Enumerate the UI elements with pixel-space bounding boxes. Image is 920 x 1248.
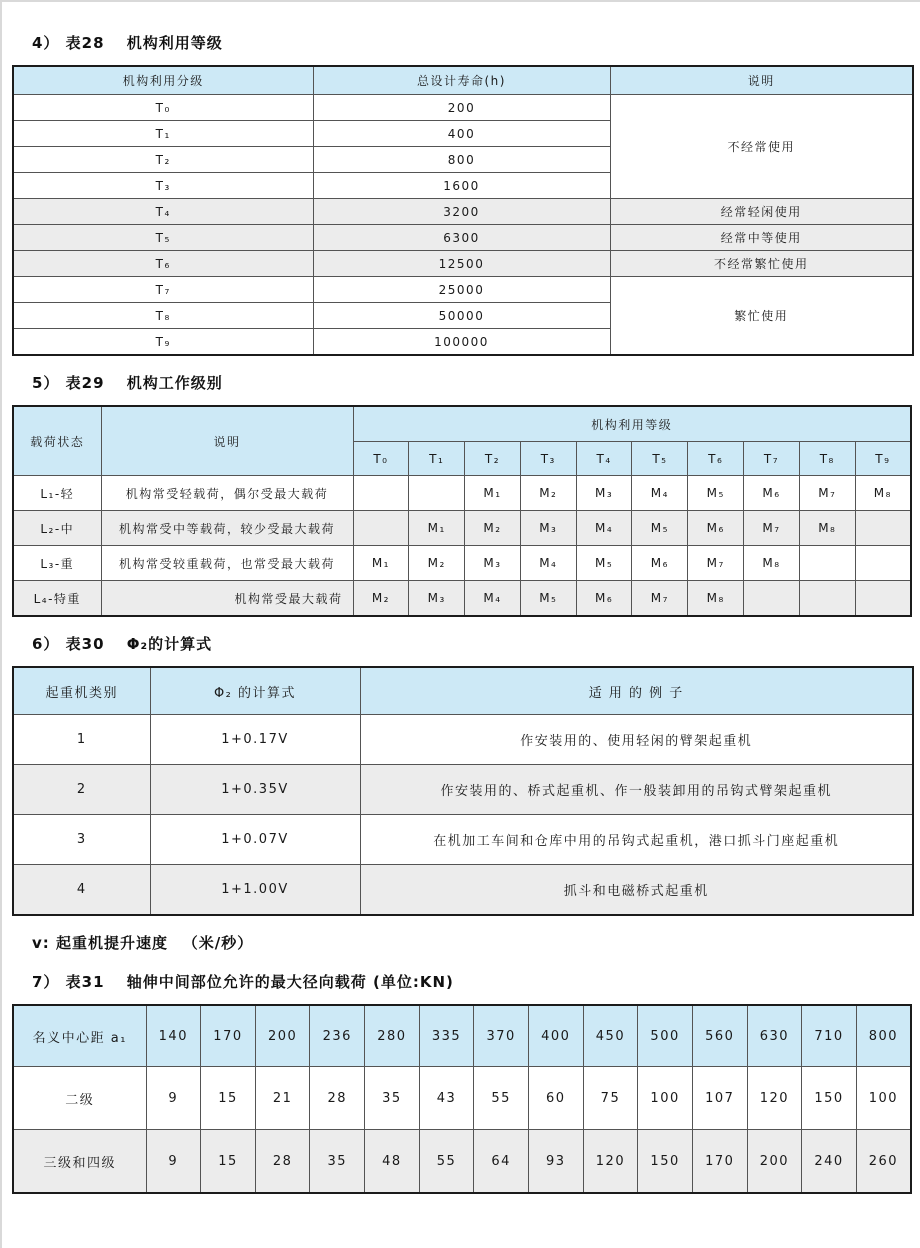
header-cell: T₄: [576, 442, 632, 476]
table-cell: M₃: [465, 546, 521, 581]
table-cell: 50000: [313, 303, 610, 329]
table-row: [13, 511, 911, 546]
header-cell: T₀: [353, 442, 409, 476]
table-cell: T₅: [13, 225, 313, 251]
header-cell: T₈: [799, 442, 855, 476]
table-28-mechanism-utilization-grades: [12, 65, 914, 356]
table-30-phi2-formulas: [12, 666, 914, 916]
table-cell: 3200: [313, 199, 610, 225]
header-cell: 400: [528, 1005, 583, 1067]
table-cell: 9: [146, 1130, 201, 1194]
table-cell: L₁-轻: [13, 476, 101, 511]
table-cell: 100: [856, 1067, 911, 1130]
table-cell: M₂: [409, 546, 465, 581]
table-cell: M₆: [576, 581, 632, 617]
table-cell: 1600: [313, 173, 610, 199]
header-cell: T₆: [688, 442, 744, 476]
table-cell: [799, 581, 855, 617]
header-cell: 200: [255, 1005, 310, 1067]
table-cell: 12500: [313, 251, 610, 277]
header-cell: 800: [856, 1005, 911, 1067]
table-cell: T₇: [13, 277, 313, 303]
table-cell: 75: [583, 1067, 638, 1130]
table-row: [13, 66, 913, 95]
table-cell: 35: [310, 1130, 365, 1194]
table-cell: M₅: [520, 581, 576, 617]
table-cell: 作安装用的、使用轻闲的臂架起重机: [360, 715, 913, 765]
table-cell: 机构常受中等载荷，较少受最大载荷: [101, 511, 353, 546]
table-cell: 55: [474, 1067, 529, 1130]
table-cell: [855, 511, 911, 546]
table-cell: 43: [419, 1067, 474, 1130]
header-cell: 机构利用等级: [353, 406, 911, 442]
table-cell: [799, 546, 855, 581]
table-cell: 1+0.07V: [150, 815, 360, 865]
header-cell: Φ₂ 的计算式: [150, 667, 360, 715]
table-row: [13, 476, 911, 511]
table-cell: 100000: [313, 329, 610, 356]
table-row: [13, 546, 911, 581]
table-cell: 93: [528, 1130, 583, 1194]
table-row: [13, 815, 913, 865]
table-row: [13, 251, 913, 277]
table-cell: 28: [310, 1067, 365, 1130]
table-cell: M₁: [465, 476, 521, 511]
table-cell: M₇: [744, 511, 800, 546]
header-cell: 起重机类别: [13, 667, 150, 715]
table-row: [13, 1005, 911, 1067]
section-title-table29: 5） 表29 机构工作级别: [32, 374, 223, 392]
table-cell: L₃-重: [13, 546, 101, 581]
table-cell: M₆: [744, 476, 800, 511]
header-cell: 说明: [101, 406, 353, 476]
table-cell: L₂-中: [13, 511, 101, 546]
header-cell: 140: [146, 1005, 201, 1067]
table-cell: M₆: [632, 546, 688, 581]
table-cell: T₄: [13, 199, 313, 225]
header-cell: 560: [692, 1005, 747, 1067]
table-cell: T₆: [13, 251, 313, 277]
header-cell: 370: [474, 1005, 529, 1067]
header-cell: T₂: [465, 442, 521, 476]
table-cell: M₄: [520, 546, 576, 581]
table-cell: 35: [365, 1067, 420, 1130]
table-cell: [855, 581, 911, 617]
header-cell: T₉: [855, 442, 911, 476]
table-cell: 1+0.17V: [150, 715, 360, 765]
table-cell: 机构常受最大载荷: [101, 581, 353, 617]
header-cell: 450: [583, 1005, 638, 1067]
table-cell: M₁: [409, 511, 465, 546]
table-cell: 60: [528, 1067, 583, 1130]
table-cell: 4: [13, 865, 150, 916]
table-cell: 200: [313, 95, 610, 121]
table-cell: 经常中等使用: [610, 225, 913, 251]
table-cell: 机构常受较重载荷，也常受最大载荷: [101, 546, 353, 581]
table-cell: 107: [692, 1067, 747, 1130]
table-cell: M₈: [688, 581, 744, 617]
table-cell: 15: [201, 1067, 256, 1130]
table-cell: 150: [638, 1130, 693, 1194]
header-cell: 335: [419, 1005, 474, 1067]
table-cell: M₅: [632, 511, 688, 546]
table-cell: 抓斗和电磁桥式起重机: [360, 865, 913, 916]
table-row: [13, 1067, 911, 1130]
table-cell: 3: [13, 815, 150, 865]
header-cell: 载荷状态: [13, 406, 101, 476]
table-cell: 100: [638, 1067, 693, 1130]
table-cell: 150: [802, 1067, 857, 1130]
table-cell: 繁忙使用: [610, 277, 913, 356]
table-row: [13, 667, 913, 715]
table-cell: [353, 511, 409, 546]
table-cell: M₈: [744, 546, 800, 581]
table-cell: 48: [365, 1130, 420, 1194]
table-cell: 9: [146, 1067, 201, 1130]
table-cell: 800: [313, 147, 610, 173]
table-cell: L₄-特重: [13, 581, 101, 617]
table-cell: [409, 476, 465, 511]
table-cell: 在机加工车间和仓库中用的吊钩式起重机，港口抓斗门座起重机: [360, 815, 913, 865]
table-cell: 经常轻闲使用: [610, 199, 913, 225]
table-row: [13, 765, 913, 815]
table-cell: 6300: [313, 225, 610, 251]
table-cell: M₂: [465, 511, 521, 546]
table-cell: 1+0.35V: [150, 765, 360, 815]
table-cell: M₇: [688, 546, 744, 581]
table-cell: M₃: [576, 476, 632, 511]
table-cell: [744, 581, 800, 617]
table-cell: M₅: [688, 476, 744, 511]
table-cell: M₈: [855, 476, 911, 511]
table-cell: 28: [255, 1130, 310, 1194]
header-cell: T₅: [632, 442, 688, 476]
table-cell: [855, 546, 911, 581]
table-cell: 2: [13, 765, 150, 815]
table-cell: 64: [474, 1130, 529, 1194]
table-cell: 机构常受轻载荷，偶尔受最大载荷: [101, 476, 353, 511]
table-row: [13, 1130, 911, 1194]
table-cell: M₄: [632, 476, 688, 511]
table-cell: [353, 476, 409, 511]
header-cell: T₃: [520, 442, 576, 476]
header-cell: 总设计寿命(h): [313, 66, 610, 95]
table-cell: 120: [747, 1067, 802, 1130]
table-cell: 1+1.00V: [150, 865, 360, 916]
table-31-max-radial-load: [12, 1004, 912, 1194]
header-cell: 280: [365, 1005, 420, 1067]
table-cell: 不经常使用: [610, 95, 913, 199]
table-cell: 240: [802, 1130, 857, 1194]
table-cell: M₇: [799, 476, 855, 511]
header-cell: 适 用 的 例 子: [360, 667, 913, 715]
table-cell: 200: [747, 1130, 802, 1194]
table-row: [13, 406, 911, 442]
table-row: [13, 277, 913, 303]
table-row: [13, 715, 913, 765]
table-cell: T₀: [13, 95, 313, 121]
section-title-table30: 6） 表30 Φ₂的计算式: [32, 635, 213, 653]
header-cell: 170: [201, 1005, 256, 1067]
section-title-table31: 7） 表31 轴伸中间部位允许的最大径向载荷 (单位:KN): [32, 973, 454, 991]
table-cell: 1: [13, 715, 150, 765]
table-cell: 三级和四级: [13, 1130, 146, 1194]
header-cell: 236: [310, 1005, 365, 1067]
table-cell: M₁: [353, 546, 409, 581]
table-cell: 55: [419, 1130, 474, 1194]
table-cell: T₉: [13, 329, 313, 356]
table-row: [13, 225, 913, 251]
table-row: [13, 865, 913, 916]
header-cell: 名义中心距 a₁: [13, 1005, 146, 1067]
table-29-mechanism-working-classes: [12, 405, 912, 617]
header-cell: 机构利用分级: [13, 66, 313, 95]
table-cell: T₁: [13, 121, 313, 147]
header-cell: 630: [747, 1005, 802, 1067]
table-row: [13, 581, 911, 617]
table-row: [13, 95, 913, 121]
table-cell: M₄: [576, 511, 632, 546]
table-cell: M₈: [799, 511, 855, 546]
table-cell: M₅: [576, 546, 632, 581]
header-cell: 710: [802, 1005, 857, 1067]
header-cell: 500: [638, 1005, 693, 1067]
table-cell: M₂: [353, 581, 409, 617]
table-cell: 15: [201, 1130, 256, 1194]
table-cell: T₂: [13, 147, 313, 173]
header-cell: T₁: [409, 442, 465, 476]
table-cell: 作安装用的、桥式起重机、作一般装卸用的吊钩式臂架起重机: [360, 765, 913, 815]
header-cell: 说明: [610, 66, 913, 95]
table-cell: M₃: [520, 511, 576, 546]
table-cell: 170: [692, 1130, 747, 1194]
note-v-definition: v: 起重机提升速度 （米/秒）: [32, 934, 254, 952]
header-cell: T₇: [744, 442, 800, 476]
table-cell: 120: [583, 1130, 638, 1194]
table-cell: 不经常繁忙使用: [610, 251, 913, 277]
table-cell: T₃: [13, 173, 313, 199]
table-cell: 400: [313, 121, 610, 147]
table-cell: T₈: [13, 303, 313, 329]
table-cell: M₂: [520, 476, 576, 511]
table-cell: 25000: [313, 277, 610, 303]
table-cell: M₆: [688, 511, 744, 546]
section-title-table28: 4） 表28 机构利用等级: [32, 34, 223, 52]
table-cell: 二级: [13, 1067, 146, 1130]
table-cell: 21: [255, 1067, 310, 1130]
table-cell: M₇: [632, 581, 688, 617]
table-cell: M₄: [465, 581, 521, 617]
table-cell: M₃: [409, 581, 465, 617]
table-cell: 260: [856, 1130, 911, 1194]
table-row: [13, 199, 913, 225]
